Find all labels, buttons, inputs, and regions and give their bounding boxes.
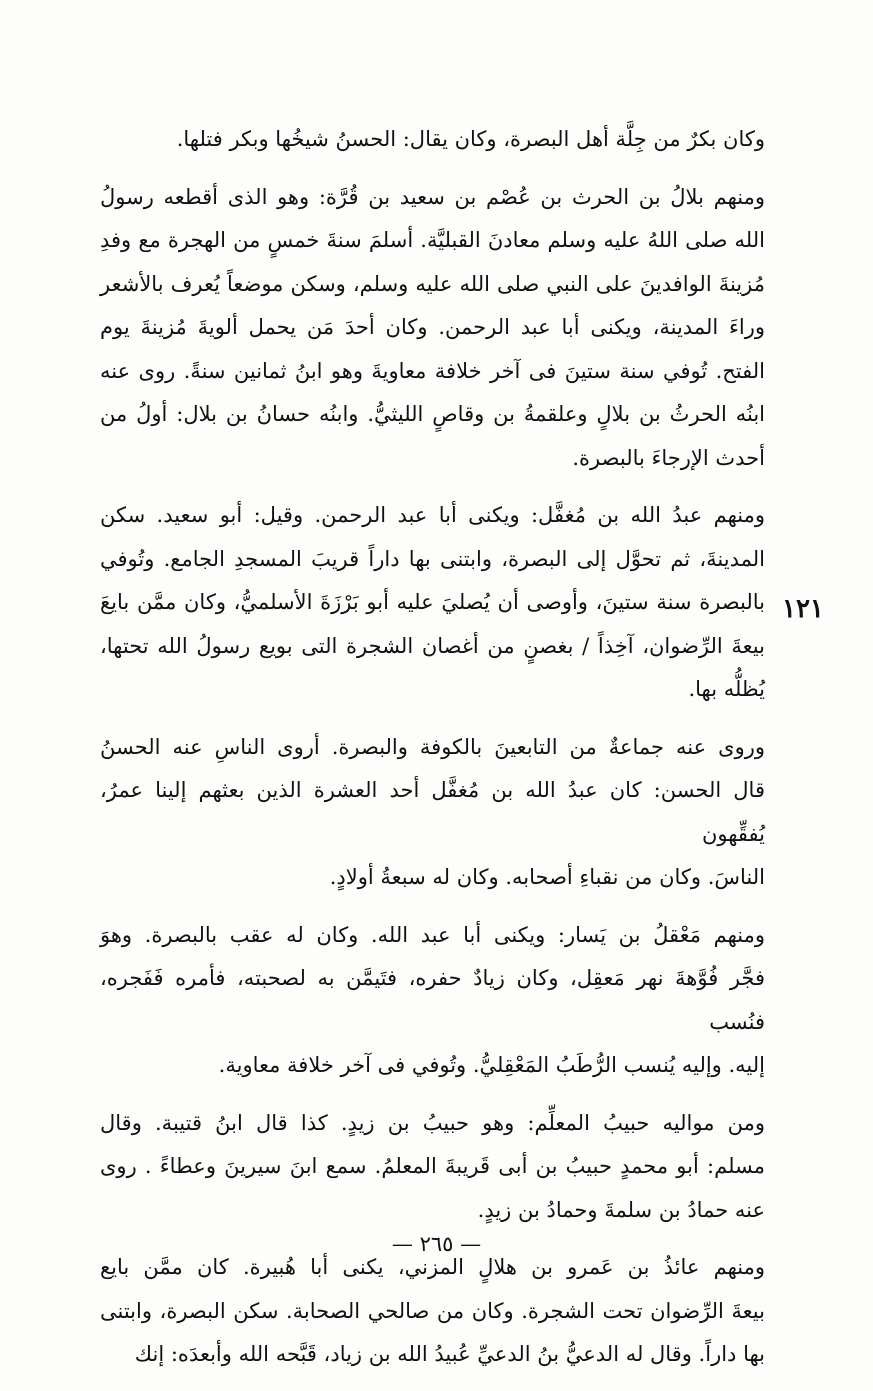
text-line: ومنهم عبدُ الله بن مُغفَّل: ويكنى أبا عبد الرحمن. وقيل: أبو سعيد. سكن — [100, 503, 765, 527]
paragraph — [100, 1102, 765, 1233]
text-line: فجَّر فُوَّهةَ نهر مَعقِل، وكان زيادٌ حفره، فتَيمَّن به لصحبته، فأمره فَفَجره، فنُسب — [100, 966, 765, 1034]
text-line: قال الحسن: كان عبدُ الله بن مُغفَّل أحد العشرة الذين بعثهم إلينا عمرُ، يُفقِّهون — [100, 778, 765, 846]
text-line: أحدث الإرجاءَ بالبصرة. — [572, 445, 765, 470]
text-line: ومنهم مَعْقلُ بن يَسار: ويكنى أبا عبد الله. وكان له عقب بالبصرة. وهوَ — [100, 922, 765, 947]
page-body — [100, 118, 765, 1391]
text-line: إليه. وإليه يُنسب الرُّطَبُ المَعْقِليُّ. وتُوفي فى آخر خلافة معاوية. — [218, 1053, 765, 1077]
paragraph — [100, 726, 765, 900]
paragraph — [100, 1246, 765, 1377]
text-line: وراءَ المدينة، ويكنى أبا عبد الرحمن. وكان أحدَ مَن يحمل ألويةَ مُزينةَ يوم — [100, 315, 765, 339]
text-line: بيعةَ الرِّضوان، آخِذاً / بغصنٍ من أغصان الشجرة التى بويع رسولُ الله تحتها، — [100, 633, 765, 658]
text-line: مُزينةَ الوافدينَ على النبي صلى الله عليه وسلم، وسكن موضعاً يُعرف بالأشعر — [100, 271, 765, 296]
text-line: يُظلُّه بها. — [688, 677, 765, 701]
paragraph — [100, 176, 765, 481]
text-line: الفتح. تُوفي سنة ستينَ فى آخر خلافة معاويةَ وهو ابنُ ثمانين سنةً. روى عنه — [100, 358, 765, 383]
marginal-page-number: ١٢١ — [782, 594, 824, 624]
text-line: الناسَ. وكان من نقباءِ أصحابه. وكان له سبعةُ أولادٍ. — [329, 865, 765, 889]
text-line: بيعةَ الرِّضوان تحت الشجرة. وكان من صالحي الصحابة. سكن البصرة، وابتنى — [100, 1298, 765, 1323]
text-line: مسلم: أبو محمدٍ حبيبُ بن أبى قَريبةَ المعلمُ. سمع ابنَ سيرينَ وعطاءً . روى — [100, 1154, 765, 1178]
text-line: ابنُه الحرثُ بن بلالٍ وعلقمةُ بن وقاصٍ الليثيُّ. وابنُه حسانُ بن بلال: أولُ من — [100, 402, 765, 426]
text-line: ومنهم بلالُ بن الحرث بن عُصْم بن سعيد بن قُرَّة: وهو الذى أقطعه رسولُ — [100, 184, 765, 209]
text-line: بها داراً. وقال له الدعيُّ بنُ الدعيِّ عُبيدُ الله بن زياد، قَبَّحه الله وأبعدَه: إنك — [134, 1342, 765, 1366]
text-line: عنه حمادُ بن سلمةَ وحمادُ بن زيدٍ. — [477, 1197, 765, 1222]
paragraph — [100, 118, 765, 162]
text-line: ومنهم عائذُ بن عَمرو بن هلالٍ المزني، يكنى أبا هُبيرة. كان ممَّن بايع — [100, 1255, 765, 1279]
paragraph — [100, 914, 765, 1088]
text-line: بالبصرة سنة ستينَ، وأوصى أن يُصليَ عليه أبو بَرْزَةَ الأسلميُّ، وكان ممَّن بايعَ — [100, 590, 765, 614]
page-folio-number: — ٢٦٥ — — [391, 1232, 482, 1256]
text-line: وروى عنه جماعةٌ من التابعينَ بالكوفة والبصرة. أروى الناسِ عنه الحسنُ — [100, 734, 765, 759]
text-line: ومن مواليه حبيبُ المعلِّم: وهو حبيبُ بن زيدٍ. كذا قال ابنُ قتيبة. وقال — [100, 1110, 765, 1135]
paragraph — [100, 494, 765, 712]
text-line: المدينةَ، ثم تحوَّل إلى البصرة، وابتنى بها داراً قريبَ المسجدِ الجامع. وتُوفي — [100, 546, 765, 571]
text-line: الله صلى اللهُ عليه وسلم معادنَ القبليَّة. أسلمَ سنةَ خمسٍ من الهجرة مع وفدِ — [100, 228, 765, 252]
text-line: وكان بكرٌ من جِلَّة أهل البصرة، وكان يقال: الحسنُ شيخُها وبكر فتلها. — [176, 127, 765, 151]
